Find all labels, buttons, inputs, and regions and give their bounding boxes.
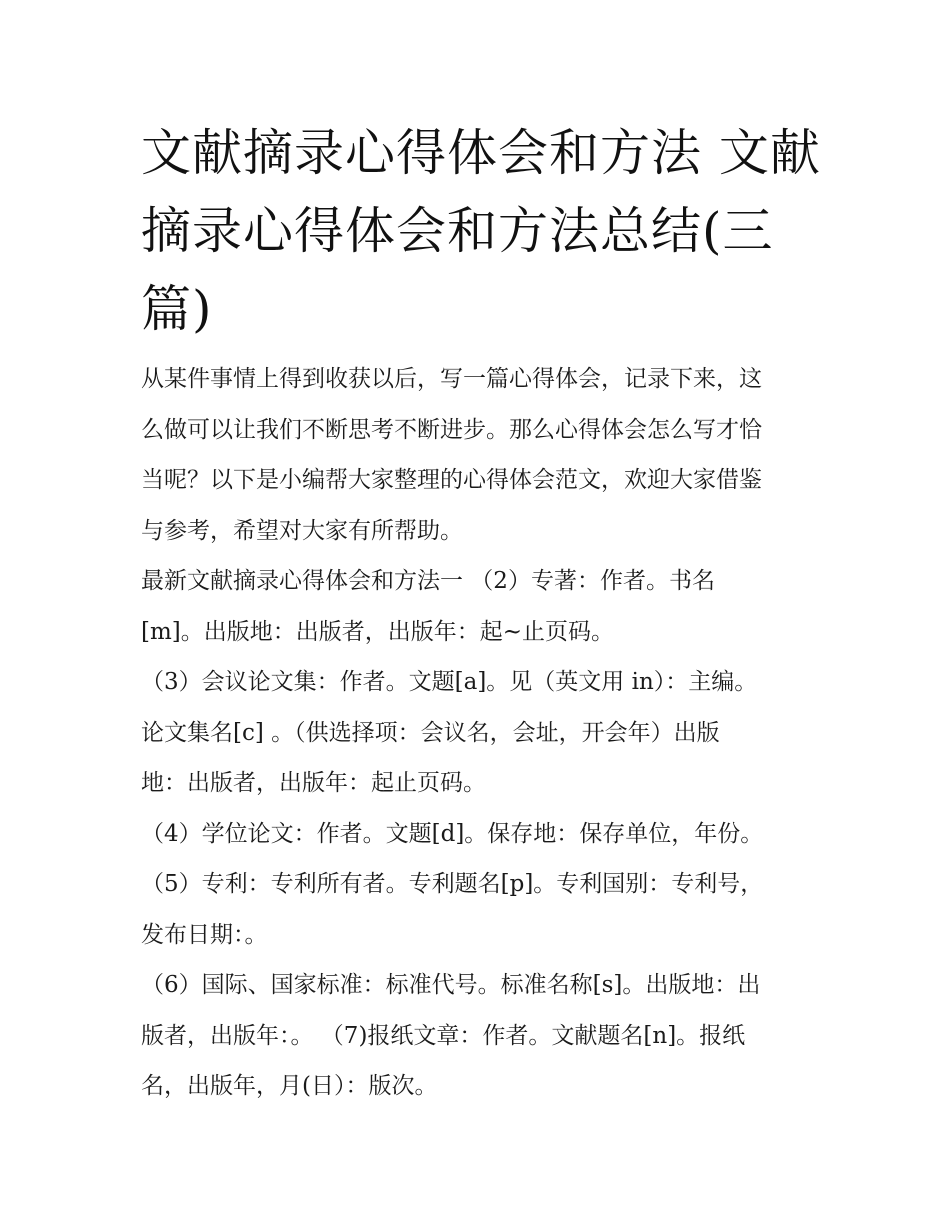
body-line: 地：出版者，出版年：起止页码。 [141,770,486,796]
body-line: 与参考，希望对大家有所帮助。 [141,517,463,544]
body-line: （6）国际、国家标准：标准代号。标准名称[s]。出版地：出 [141,972,761,998]
title-line: 篇) [141,280,213,338]
body-line: （5）专利：专利所有者。专利题名[p]。专利国别：专利号， [141,871,764,897]
body-line: 版者，出版年：。 （7)报纸文章：作者。文献题名[n]。报纸 [141,1022,746,1049]
body-line: 名，出版年，月(日）：版次。 [141,1073,438,1099]
body-line: （3）会议论文集：作者。文题[a]。见（英文用 in）：主编。 [141,669,758,695]
document-body [141,354,841,1112]
body-line: 最新文献摘录心得体会和方法一 （2）专著：作者。书名 [141,568,715,594]
body-line: （4）学位论文：作者。文题[d]。保存地：保存单位，年份。 [141,820,764,847]
body-line: 发布日期：。 [141,921,268,948]
body-line: 当呢？以下是小编帮大家整理的心得体会范文，欢迎大家借鉴 [141,467,762,493]
title-line: 摘录心得体会和方法总结(三 [141,202,774,260]
body-line: 论文集名[c] 。（供选择项：会议名，会址，开会年）出版 [141,719,720,746]
body-line: 么做可以让我们不断思考不断进步。那么心得体会怎么写才恰 [141,416,762,443]
body-line: [m]。出版地：出版者，出版年：起~止页码。 [141,618,615,645]
title-line: 文献摘录心得体会和方法 文献 [141,124,821,182]
body-line: 从某件事情上得到收获以后，写一篇心得体会，记录下来，这 [141,366,762,392]
document-title [141,114,821,348]
